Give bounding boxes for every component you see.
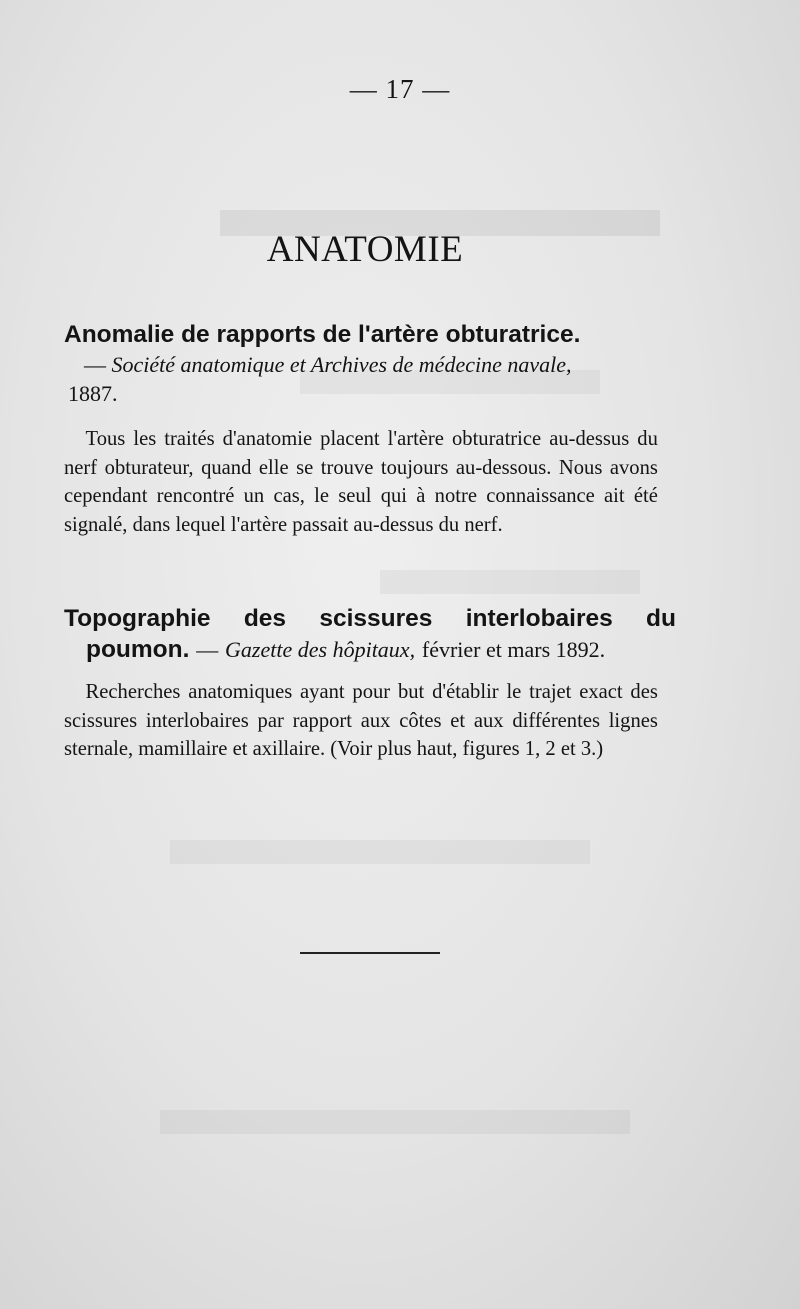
closing-rule xyxy=(300,952,440,954)
citation-dash: — xyxy=(196,637,219,662)
page-number: — 17 — xyxy=(349,74,451,104)
article-2-body: Recherches anatomiques ayant pour but d'établir le trajet exact des scissures interlobaires par rapport aux côtes et aux différentes lignes sternale, mamillaire et axillaire. (Voir plus haut, figures 1, 2 et 3.) xyxy=(64,679,658,760)
article-1-title: Anomalie de rapports de l'artère obturatrice. xyxy=(64,321,581,348)
citation-date: février et mars 1892. xyxy=(421,637,606,662)
article-2-title-line-2 xyxy=(86,633,698,667)
citation-dash: — xyxy=(84,352,106,377)
citation-year: 1887. xyxy=(68,381,118,406)
citation-source: Gazette des hôpitaux, xyxy=(225,637,416,662)
article-1-body: Tous les traités d'anatomie placent l'artère obturatrice au-dessus du nerf obturateur, quand elle se trouve toujours au-dessous. Nous avons cependant rencontré un cas, le seul qui à notre connaissance ait été signalé, dans lequel l'artère passait au-dessus du nerf. xyxy=(64,426,658,536)
article-2-title-end: poumon. xyxy=(86,636,190,663)
section-title: ANATOMIE xyxy=(266,229,464,270)
citation-source: Société anatomique et Archives de médecine navale, xyxy=(111,352,572,377)
article-2-title-line-1: Topographie des scissures interlobaires du xyxy=(64,605,676,632)
article-1-citation xyxy=(68,350,670,408)
